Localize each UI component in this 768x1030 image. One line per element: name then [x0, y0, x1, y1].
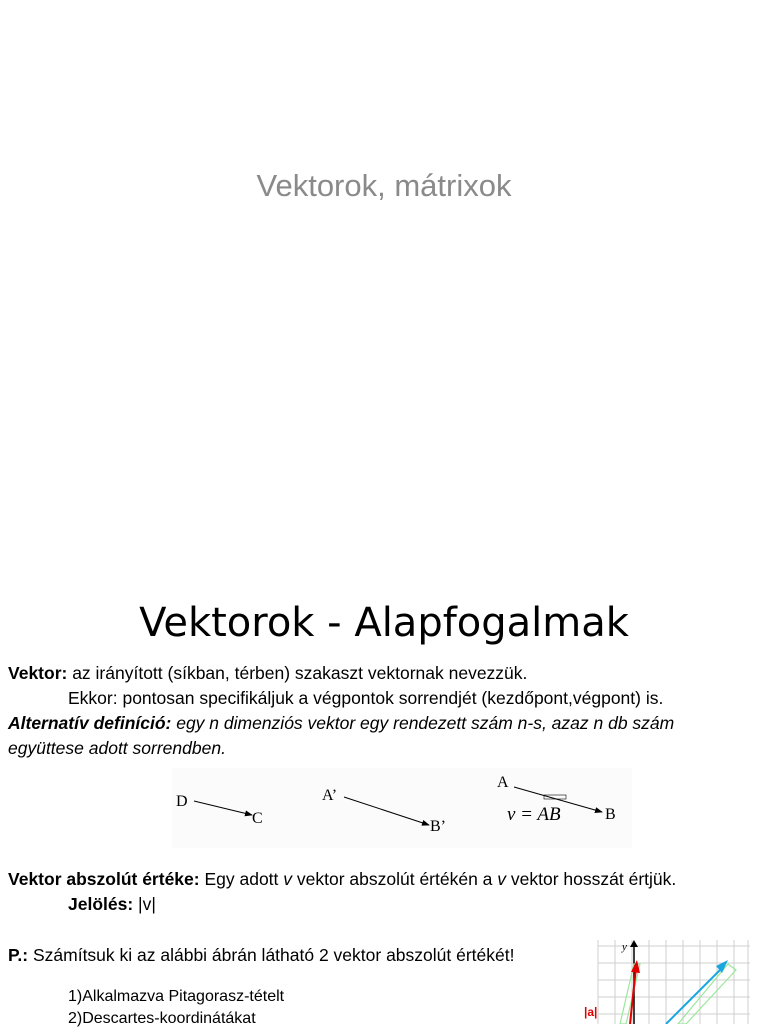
vektor-term: Vektor: — [8, 663, 68, 683]
example-prompt — [8, 943, 514, 968]
vektor-def-text: az irányított (síkban, térben) szakaszt vektornak nevezzük. — [67, 663, 528, 683]
vector-ab-prime-arrow — [344, 797, 429, 825]
abs-v-1: v — [283, 869, 293, 889]
slide-title: Vektorok, mátrixok — [256, 168, 512, 203]
alt-definition — [8, 711, 674, 736]
ekkor-line: Ekkor: pontosan specifikáljuk a végpontok sorrendjét (kezdőpont,végpont) is. — [68, 688, 664, 708]
grid-lines — [598, 940, 750, 1024]
method-list-item: 1)Alkalmazva Pitagorasz-tételt — [68, 988, 285, 1005]
abs-v-2: v — [497, 869, 507, 889]
point-a-label: A — [497, 774, 509, 791]
abs-def-text-1: Egy adott — [199, 869, 284, 889]
y-axis-arrowhead — [630, 940, 638, 947]
point-b-label: B — [605, 806, 616, 823]
alt-definition-cont: együttese adott sorrendben. — [8, 738, 226, 758]
jeloles-term: Jelölés: — [68, 894, 134, 914]
alt-term: Alternatív definíció: — [8, 713, 172, 733]
green-guide-shape-2 — [678, 964, 736, 1024]
vector-figure — [172, 768, 632, 848]
v-equals-ab-formula: v = AB — [507, 804, 561, 825]
method-list-item: 2)Descartes-koordinátákat — [68, 1010, 256, 1027]
jeloles-line — [68, 892, 156, 917]
abs-def-text-3: vektor hosszát értjük. — [506, 869, 677, 889]
section-title: Vektorok - Alapfogalmak — [139, 600, 629, 646]
point-d-label: D — [176, 793, 188, 810]
vektor-definition — [8, 661, 527, 686]
abs-def-text-2: vektor abszolút értékén a — [292, 869, 498, 889]
example-text: Számítsuk ki az alábbi ábrán látható 2 vektor abszolút értékét! — [28, 945, 515, 965]
point-b-prime-label: B’ — [430, 818, 446, 835]
point-a-prime-label: A’ — [322, 787, 338, 804]
vector-grid-figure — [582, 938, 752, 1024]
abs-term: Vektor abszolút értéke: — [8, 869, 200, 889]
abs-value-definition — [8, 867, 676, 892]
example-term: P.: — [8, 945, 29, 965]
vector-dc-arrow — [194, 801, 252, 815]
abs-a-label: |a| — [584, 1005, 598, 1019]
y-axis-label: y — [622, 941, 627, 953]
point-c-label: C — [252, 810, 263, 827]
alt-def-text: egy n dimenziós vektor egy rendezett szám n-s, azaz n db szám — [171, 713, 675, 733]
jeloles-value: |v| — [133, 894, 156, 914]
